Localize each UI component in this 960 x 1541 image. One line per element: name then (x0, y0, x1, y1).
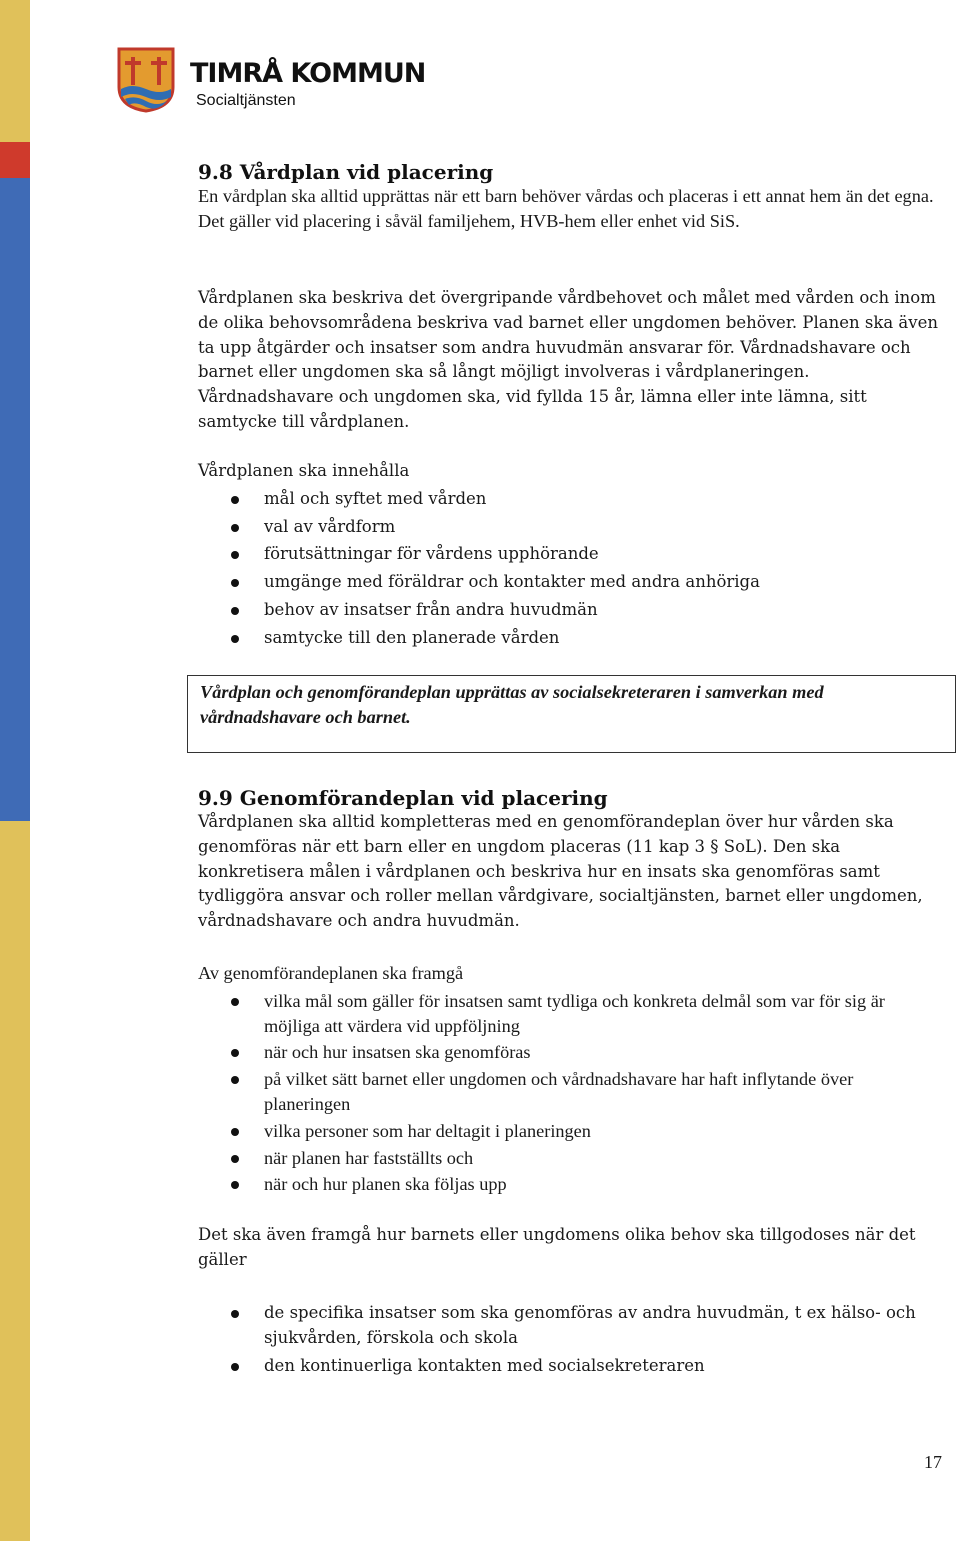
list-item: vilka mål som gäller för insatsen samt tydliga och konkreta delmål som var för sig är möjliga att värdera vid uppföljning (198, 989, 938, 1039)
bullet-icon (231, 607, 239, 615)
needs-list (198, 1301, 938, 1381)
list-item: när planen har fastställts och (198, 1146, 938, 1171)
bullet-icon (231, 1049, 239, 1057)
bullet-list (198, 989, 938, 1197)
section-intro: Vårdplanen ska alltid kompletteras med en genomförandeplan över hur vården ska genomföras när ett barn eller en ungdom placeras (11 kap 3 § SoL). Den ska konkretisera målen i vårdplanen och beskriva hur en insats ska genomföras samt tydliggöra ansvar och roller mellan vårdgivare, socialtjänsten, barnet eller ungdomen, vårdnadshavare och andra huvudmän. (198, 812, 923, 931)
care-plan-contents (198, 459, 938, 654)
section-heading: 9.8 Vårdplan vid placering (198, 160, 494, 184)
list-intro: Vårdplanen ska innehålla (198, 461, 410, 480)
side-bar-blue (0, 178, 30, 821)
section-heading: 9.9 Genomförandeplan vid placering (198, 786, 608, 810)
needs-paragraph (198, 1223, 938, 1273)
list-item: de specifika insatser som ska genomföras av andra huvudmän, t ex hälso- och sjukvården, förskola och skola (198, 1301, 938, 1351)
bullet-icon (231, 1155, 239, 1163)
list-item: förutsättningar för vårdens upphörande (198, 542, 938, 567)
bullet-icon (231, 524, 239, 532)
bullet-icon (231, 1363, 239, 1371)
list-item: behov av insatser från andra huvudmän (198, 598, 938, 623)
section-9-8 (198, 160, 938, 234)
list-item: den kontinuerliga kontakten med socialsekreteraren (198, 1354, 938, 1379)
bullet-list (198, 487, 938, 651)
list-item: val av vårdform (198, 515, 938, 540)
bullet-icon (231, 579, 239, 587)
bullet-icon (231, 496, 239, 504)
bullet-icon (231, 1310, 239, 1318)
municipality-name: TIMRÅ KOMMUN (190, 58, 426, 89)
bullet-icon (231, 998, 239, 1006)
side-color-bar (0, 0, 30, 1541)
implementation-plan-contents (198, 961, 938, 1199)
boxed-note (187, 675, 956, 753)
list-item: när och hur insatsen ska genomföras (198, 1040, 938, 1065)
body-paragraph: Vårdplanen ska beskriva det övergripande vårdbehovet och målet med vården och inom de olika behovsområdena beskriva vad barnet eller ungdomen behöver. Planen ska även ta upp åtgärder och insatser som andra huvudmän ansvarar för. Vårdnadshavare och barnet eller ungdomen ska så långt möjligt involveras i vårdplaneringen. Vårdnadshavare och ungdomen ska, vid fyllda 15 år, lämna eller inte lämna, sitt samtycke till vårdplanen. (198, 288, 938, 431)
body-paragraph: Det ska även framgå hur barnets eller ungdomens olika behov ska tillgodoses när det gäller (198, 1225, 916, 1269)
bullet-icon (231, 1076, 239, 1084)
boxed-note-text: Vårdplan och genomförandeplan upprättas av socialsekreteraren i samverkan med vårdnadshavare och barnet. (200, 682, 824, 727)
bullet-icon (231, 635, 239, 643)
section-9-8-body (198, 286, 938, 435)
list-item: umgänge med föräldrar och kontakter med andra anhöriga (198, 570, 938, 595)
page-number: 17 (924, 1452, 942, 1472)
bullet-icon (231, 1181, 239, 1189)
bullet-icon (231, 551, 239, 559)
department-name: Socialtjänsten (196, 92, 296, 109)
section-intro: En vårdplan ska alltid upprättas när ett barn behöver vårdas och placeras i ett annat hem än det egna. Det gäller vid placering i såväl familjehem, HVB-hem eller enhet vid SiS. (198, 186, 934, 231)
side-bar-yellow-bottom (0, 821, 30, 1541)
list-item: mål och syftet med vården (198, 487, 938, 512)
list-item: på vilket sätt barnet eller ungdomen och vårdnadshavare har haft inflytande över planeringen (198, 1067, 938, 1117)
side-bar-yellow-top (0, 0, 30, 142)
coat-of-arms-icon (117, 47, 175, 113)
bullet-list (198, 1301, 938, 1378)
list-item: vilka personer som har deltagit i planeringen (198, 1119, 938, 1144)
bullet-icon (231, 1128, 239, 1136)
section-9-9 (198, 786, 938, 934)
side-bar-red (0, 142, 30, 178)
list-intro: Av genomförandeplanen ska framgå (198, 963, 464, 983)
list-item: när och hur planen ska följas upp (198, 1172, 938, 1197)
list-item: samtycke till den planerade vården (198, 626, 938, 651)
